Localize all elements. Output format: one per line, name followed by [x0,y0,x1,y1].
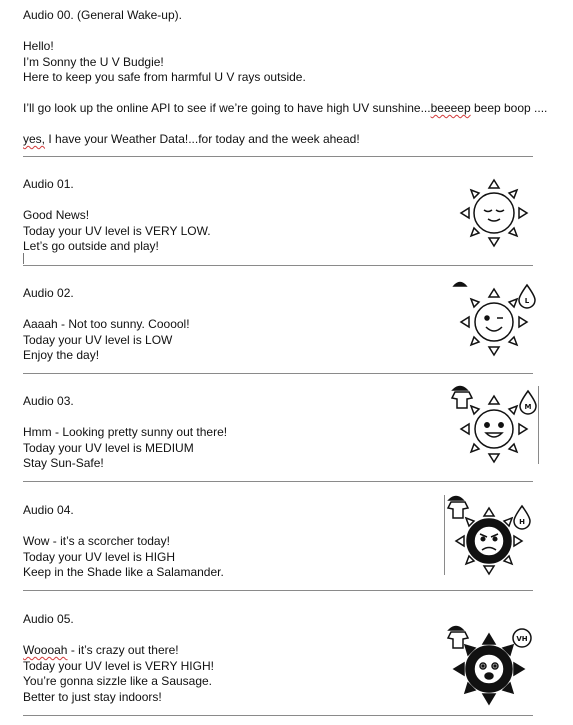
audio-section-03 [23,394,423,472]
section-line: Let’s go outside and play! [23,239,159,253]
spellcheck-word: Woooah [23,643,68,657]
divider [23,590,533,591]
divider [23,265,533,266]
intro-api-line [23,101,553,117]
intro-data-line [23,132,553,148]
divider [23,715,533,716]
audio-section-05 [23,612,423,705]
intro-title: Audio 00. (General Wake-up). [23,8,182,22]
section-line: Stay Sun-Safe! [23,456,104,470]
intro-greeting: Hello! [23,39,54,53]
section-line: Keep in the Shade like a Salamander. [23,565,224,579]
section-heading: Audio 05. [23,612,74,626]
section-heading: Audio 03. [23,394,74,408]
section-line: Today your UV level is VERY HIGH! [23,658,214,673]
data-spellcheck-word: yes, [23,132,46,146]
audio-section-02 [23,286,423,364]
api-suffix: beep boop .... [470,101,548,115]
angry-sun-icon [446,494,534,578]
divider [23,156,533,157]
uv-badge-label: H [519,518,525,526]
section-heading: Audio 02. [23,286,74,300]
smiling-sun-icon [450,384,538,466]
winking-sun-icon [452,276,537,360]
section-line: You’re gonna sizzle like a Sausage. [23,674,213,688]
shocked-sun-icon [446,624,536,708]
sleepy-sun-icon [459,178,529,248]
section-heading: Audio 04. [23,503,74,517]
api-text: I’ll go look up the online API to see if we’re going to have high UV sunshine... [23,101,431,115]
section-line: Good News! [23,208,90,222]
section-line-text: - it’s crazy out there! [67,643,179,657]
section-line: Aaaah - Not too sunny. Cooool! [23,317,190,331]
audio-section-04 [23,503,423,581]
audio-section-01 [23,177,423,255]
section-line: Today your UV level is MEDIUM [23,440,194,455]
uv-badge-label: L [524,297,530,305]
intro-purpose-line: Here to keep you safe from harmful U V rays outside. [23,70,306,84]
image-frame-edge [444,495,445,575]
api-spellcheck-word: beeeep [430,101,471,115]
section-line: Better to just stay indoors! [23,689,162,704]
section-line [23,643,423,659]
divider [23,481,533,482]
section-line: Today your UV level is HIGH [23,549,176,564]
divider [23,373,533,374]
section-line: Today your UV level is VERY LOW. [23,223,211,238]
section-line: Enjoy the day! [23,348,100,362]
uv-badge-label: VH [516,635,528,643]
intro-name-line: I’m Sonny the U V Budgie! [23,54,164,69]
uv-badge-label: M [524,403,532,411]
section-line: Wow - it’s a scorcher today! [23,534,170,548]
intro-block [23,8,553,148]
data-suffix: I have your Weather Data!...for today and the week ahead! [45,132,360,146]
text-cursor [23,253,24,264]
image-frame-edge [538,386,539,464]
section-line: Today your UV level is LOW [23,332,173,347]
section-heading: Audio 01. [23,177,74,191]
section-line: Hmm - Looking pretty sunny out there! [23,425,228,439]
